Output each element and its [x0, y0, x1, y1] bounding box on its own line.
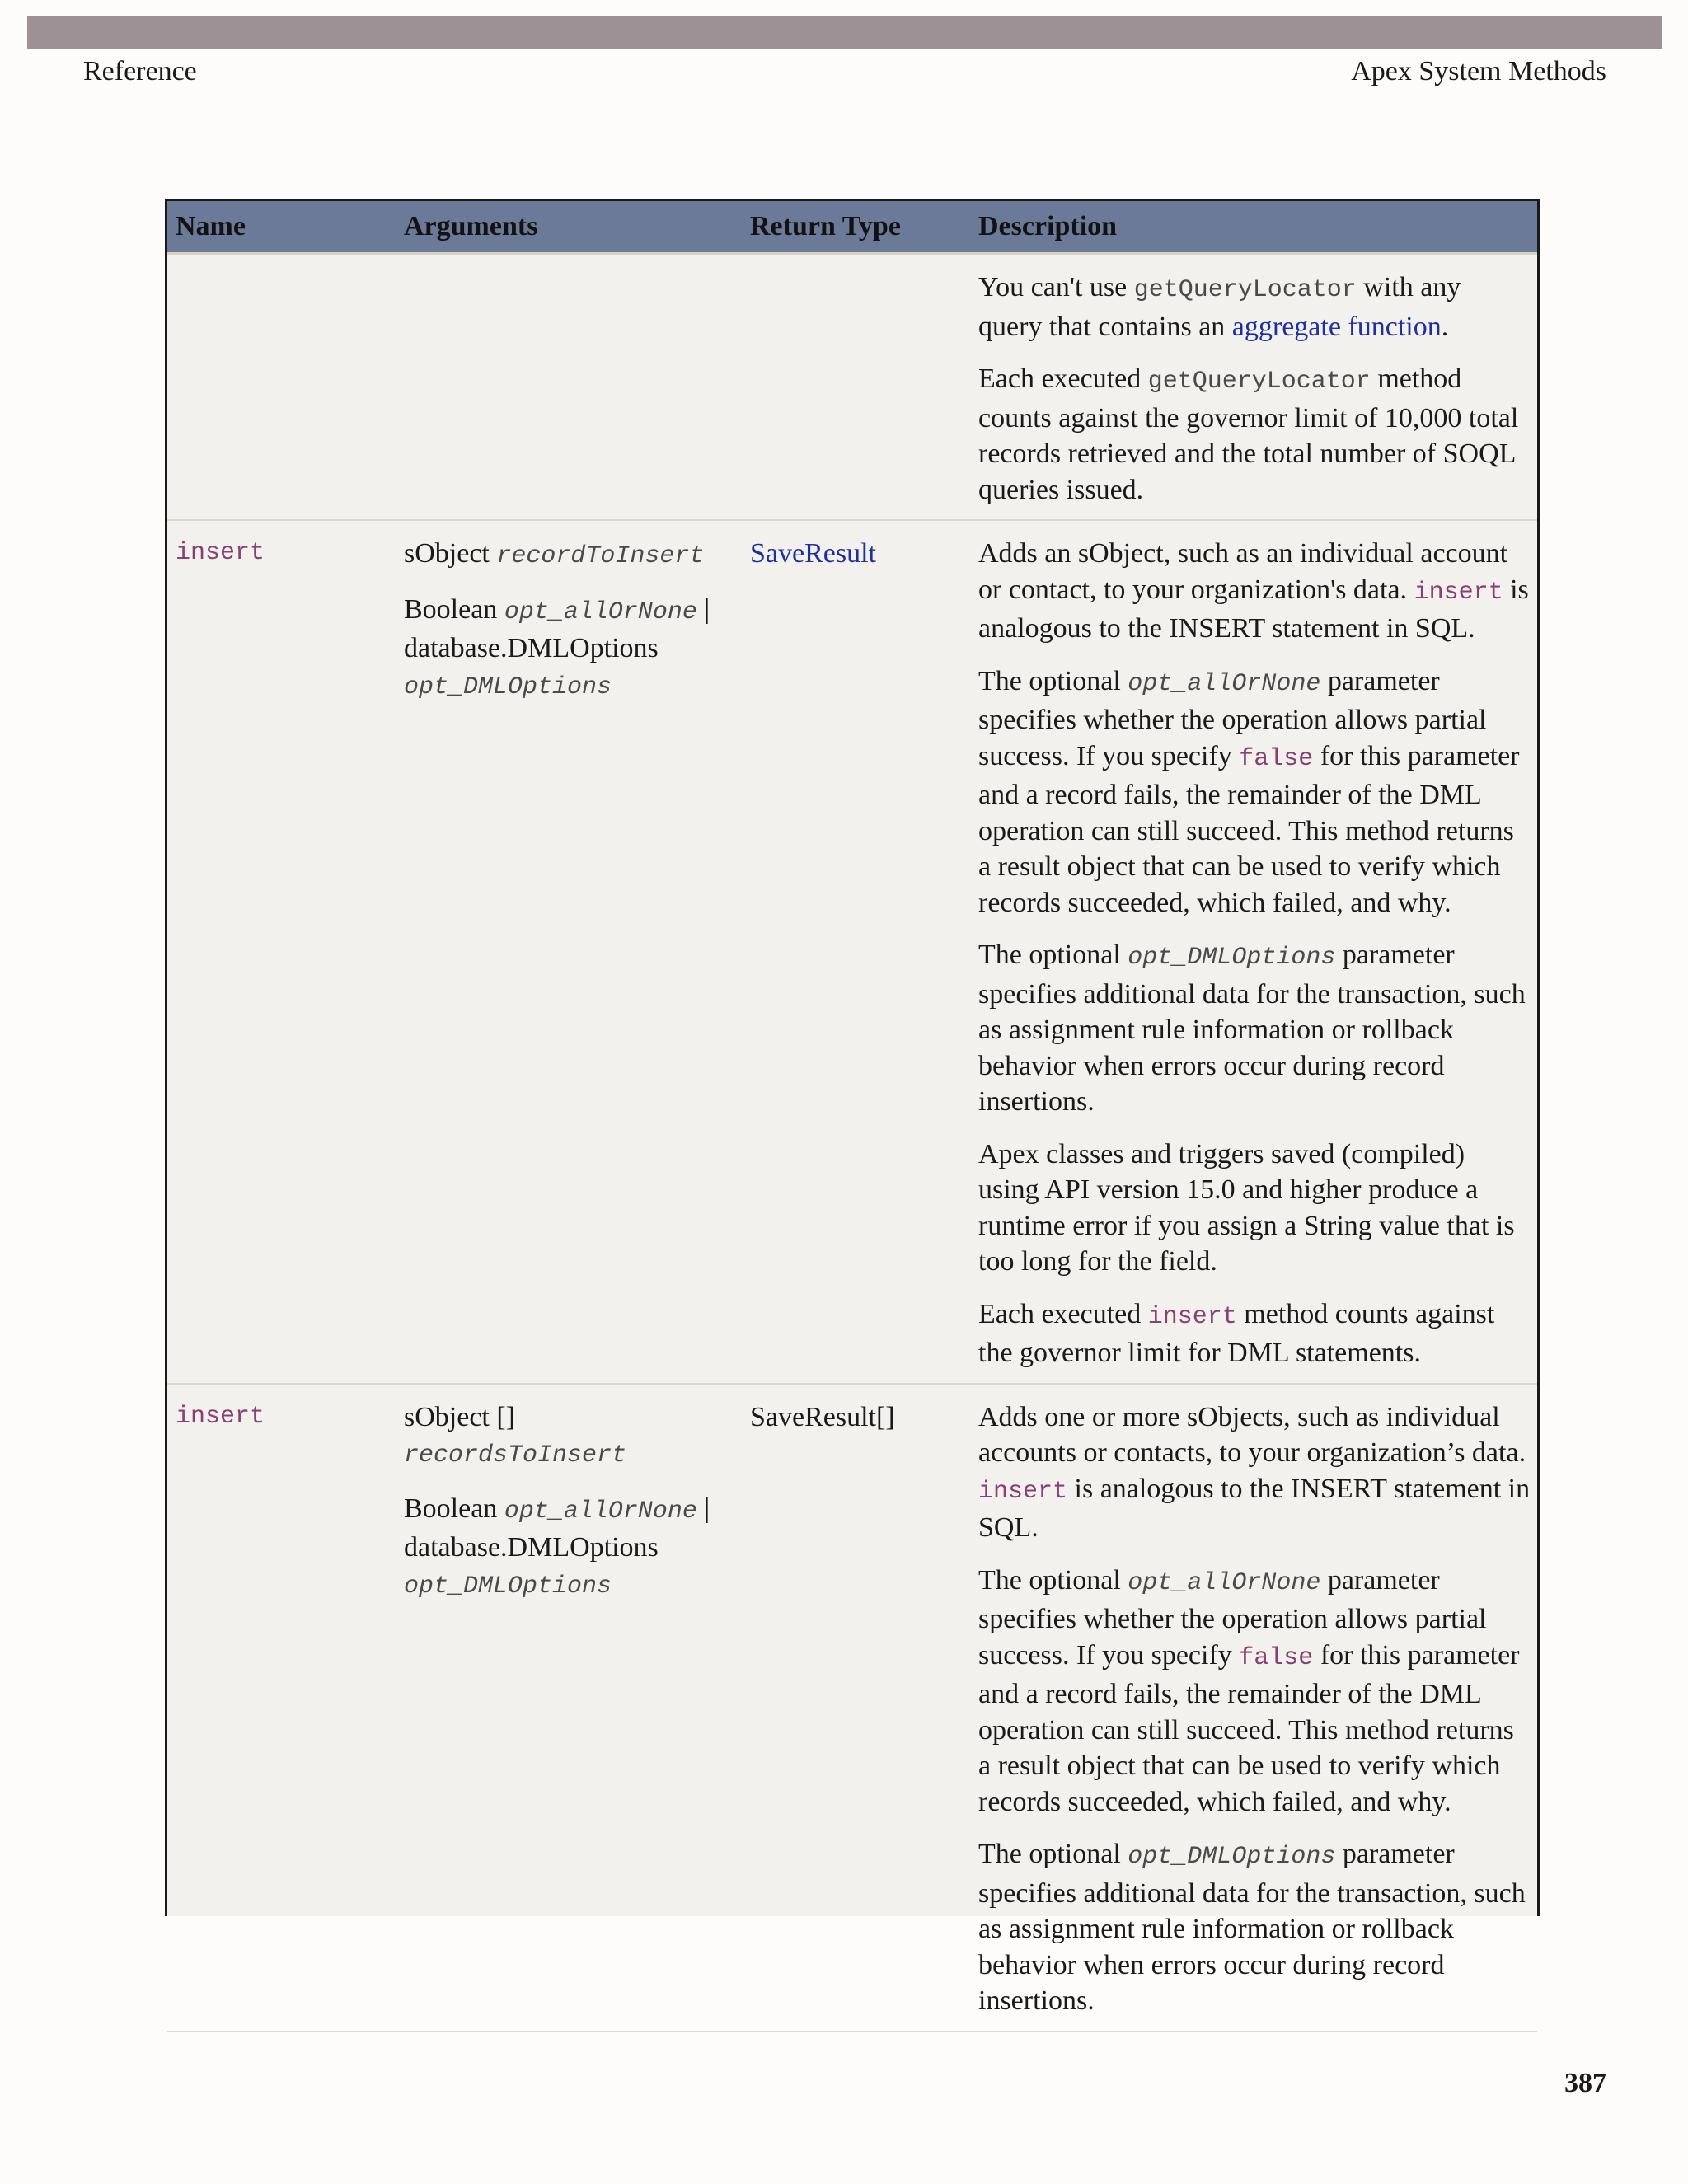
arguments-cell — [396, 1384, 742, 2032]
code-literal: getQueryLocator — [1133, 276, 1357, 304]
param-name: opt_allOrNone — [504, 598, 697, 626]
saveresult-link[interactable]: SaveResult — [750, 538, 876, 569]
description-paragraph: The optional opt_allOrNone parameter specifies whether the operation allows partial success. If you specify false for this parameter and a record fails, the remainder of the DML operation can still succeed. This method returns a result object that can be used to verify which records succeeded, which failed, and why. — [978, 1564, 1520, 1817]
name-cell — [167, 254, 396, 521]
param-name: opt_DMLOptions — [1128, 1843, 1336, 1871]
argument: sObject recordToInsert — [404, 538, 705, 570]
description-cell — [970, 520, 1537, 1384]
header-section-title: Reference — [83, 56, 197, 87]
param-name: recordToInsert — [496, 542, 705, 570]
methods-table-container — [165, 199, 1540, 2016]
argument: sObject [] recordsToInsert — [404, 1401, 627, 1469]
column-header-name: Name — [167, 201, 396, 254]
argument: Boolean opt_allOrNone | database.DMLOptions opt_DMLOptions — [404, 593, 710, 701]
param-name: opt_DMLOptions — [404, 673, 612, 701]
table-row — [167, 254, 1537, 521]
argument: Boolean opt_allOrNone | database.DMLOptions opt_DMLOptions — [404, 1493, 710, 1601]
description-paragraph: The optional opt_allOrNone parameter specifies whether the operation allows partial success. If you specify false for this parameter and a record fails, the remainder of the DML operation can still succeed. This method returns a result object that can be used to verify which records succeeded, which failed, and why. — [978, 665, 1520, 918]
description-paragraph: Each executed getQueryLocator method counts against the governor limit of 10,000 total records retrieved and the total number of SOQL queries issued. — [978, 363, 1519, 505]
method-name: insert — [167, 1384, 396, 2032]
return-type-cell: SaveResult[] — [742, 1384, 970, 2032]
description-paragraph: The optional opt_DMLOptions parameter specifies additional data for the transaction, such as assignment rule information or rollback behavior when errors occur during record insertions. — [978, 1839, 1526, 2016]
param-name: opt_DMLOptions — [404, 1572, 612, 1601]
param-name: recordsToInsert — [404, 1441, 627, 1469]
description-cell — [970, 1384, 1537, 2032]
aggregate-function-link[interactable]: aggregate function — [1231, 311, 1442, 342]
header-chapter-title: Apex System Methods — [1351, 56, 1606, 87]
code-keyword: insert — [1414, 578, 1503, 607]
param-name: opt_allOrNone — [504, 1497, 697, 1526]
description-paragraph: Each executed insert method counts against the governor limit for DML statements. — [978, 1298, 1495, 1368]
arguments-cell — [396, 520, 742, 1384]
return-type-cell — [742, 520, 970, 1384]
arguments-cell — [396, 254, 742, 521]
code-keyword: insert — [978, 1477, 1068, 1506]
param-name: opt_allOrNone — [1128, 1568, 1321, 1597]
page-number: 387 — [1564, 2068, 1606, 2098]
code-literal: getQueryLocator — [1147, 368, 1371, 396]
description-paragraph: The optional opt_DMLOptions parameter specifies additional data for the transaction, such as assignment rule information or rollback behavior when errors occur during record insertions. — [978, 940, 1526, 1117]
code-keyword: insert — [1147, 1302, 1237, 1331]
table-header-row — [167, 201, 1537, 254]
column-header-arguments: Arguments — [396, 201, 742, 254]
description-paragraph: Adds an sObject, such as an individual account or contact, to your organization's data. insert is analogous to the INSERT statement in SQL. — [978, 538, 1529, 644]
column-header-description: Description — [970, 201, 1537, 254]
table-row — [167, 1384, 1537, 2032]
description-paragraph: You can't use getQueryLocator with any query that contains an aggregate function. — [978, 272, 1461, 342]
top-bar — [27, 16, 1662, 49]
param-name: opt_allOrNone — [1128, 669, 1321, 698]
return-type-cell — [742, 254, 970, 521]
description-paragraph: Apex classes and triggers saved (compiled) using API version 15.0 and higher produce a runtime error if you assign a String value that is too long for the field. — [978, 1138, 1515, 1277]
table-row — [167, 520, 1537, 1384]
param-name: opt_DMLOptions — [1128, 944, 1336, 972]
code-keyword: false — [1239, 1643, 1314, 1672]
method-name: insert — [167, 520, 396, 1384]
description-cell — [970, 254, 1537, 521]
description-paragraph: Adds one or more sObjects, such as individual accounts or contacts, to your organization’s data. insert is analogous to the INSERT statement in SQL. — [978, 1401, 1531, 1543]
code-keyword: false — [1239, 744, 1314, 773]
column-header-return-type: Return Type — [742, 201, 970, 254]
methods-table — [167, 201, 1537, 2032]
